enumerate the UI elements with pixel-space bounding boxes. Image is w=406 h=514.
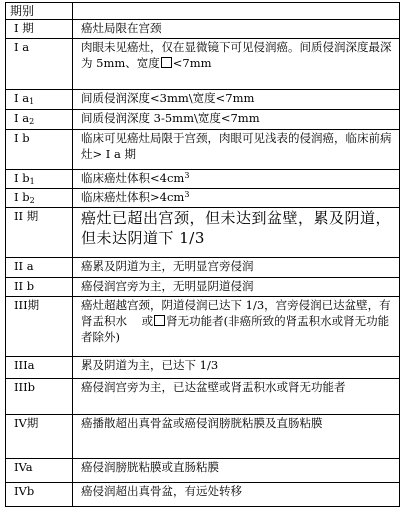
- desc-text: 临床可见癌灶局限于宫颈，肉眼可见浅表的侵润癌，临床前病灶> I a 期: [81, 131, 392, 161]
- stage-cell: [6, 459, 73, 483]
- desc-cell: [73, 379, 400, 415]
- stage-cell: [6, 258, 73, 278]
- desc-text: 间质侵润深度<3mm\宽度<7mm: [81, 91, 255, 105]
- table-row: [6, 170, 400, 189]
- desc-text: 临床癌灶体积>4cm: [81, 190, 185, 204]
- stage-label: I b: [14, 131, 30, 145]
- table-row: [6, 415, 400, 459]
- stage-label: IVb: [14, 484, 35, 498]
- cervical-cancer-staging-table: [5, 2, 400, 507]
- stage-cell: [6, 208, 73, 258]
- desc-text-mid: 或: [141, 314, 154, 328]
- stage-cell: [6, 278, 73, 297]
- table-row: [6, 110, 400, 130]
- stage-cell: [6, 357, 73, 379]
- desc-cell: [73, 39, 400, 90]
- stage-label: I b: [14, 171, 30, 185]
- stage-label: IIIa: [14, 358, 35, 372]
- desc-text-after: <7mm: [172, 56, 212, 70]
- stage-cell: [6, 483, 73, 507]
- desc-cell: [73, 130, 400, 170]
- blank-box-glyph: [161, 57, 172, 68]
- stage-label: I a: [14, 40, 30, 54]
- stage-cell: [6, 20, 73, 39]
- desc-cell: [73, 297, 400, 357]
- desc-superscript: 3: [184, 171, 190, 180]
- desc-cell: [73, 90, 400, 110]
- table-row: [6, 130, 400, 170]
- stage-cell: [6, 189, 73, 208]
- desc-cell: [73, 415, 400, 459]
- stage-subscript: 1: [29, 97, 35, 106]
- stage-label: II a: [14, 259, 34, 273]
- stage-label: IIIb: [14, 380, 35, 394]
- desc-cell: [73, 258, 400, 278]
- stage-label: I a: [14, 111, 30, 125]
- stage-label: IV期: [14, 416, 39, 430]
- desc-cell: [73, 483, 400, 507]
- table-row: [6, 297, 400, 357]
- stage-subscript: 2: [29, 117, 35, 126]
- table-row: [6, 189, 400, 208]
- table-row: [6, 90, 400, 110]
- table-row: [6, 278, 400, 297]
- stage-cell: [6, 110, 73, 130]
- table-header-row: [6, 3, 400, 20]
- stage-label: I b: [14, 190, 30, 204]
- desc-text: 癌侵润宫旁为主，无明显阴道侵润: [81, 279, 254, 293]
- stage-subscript: 2: [29, 196, 35, 205]
- desc-cell: [73, 170, 400, 189]
- stage-cell: [6, 130, 73, 170]
- table-row: [6, 20, 400, 39]
- table-row: [6, 357, 400, 379]
- stage-cell: [6, 90, 73, 110]
- stage-label: I 期: [14, 21, 34, 35]
- table-row: [6, 258, 400, 278]
- table-row: [6, 208, 400, 258]
- desc-text: 癌侵润超出真骨盆，有远处转移: [81, 484, 242, 498]
- stage-label: II 期: [14, 209, 39, 223]
- stage-label: II b: [14, 279, 35, 293]
- table-row: [6, 483, 400, 507]
- desc-text: 间质侵润深度 3-5mm\宽度<7mm: [81, 111, 260, 125]
- desc-text: 癌灶已超出宫颈，但未达到盆壁，累及阴道，但未达阴道下 1/3: [81, 209, 392, 247]
- desc-text: 癌播散超出真骨盆或癌侵润膀胱粘膜及直肠粘膜: [81, 416, 323, 430]
- blank-box-glyph: [154, 315, 165, 326]
- desc-cell: [73, 278, 400, 297]
- desc-cell: [73, 208, 400, 258]
- stage-cell: [6, 379, 73, 415]
- stage-subscript: 1: [29, 177, 35, 186]
- staging-document: [5, 2, 399, 507]
- stage-label: III期: [14, 298, 40, 312]
- table-row: [6, 379, 400, 415]
- desc-text: 癌侵润宫旁为主，已达盆壁或肾盂积水或肾无功能者: [81, 380, 346, 394]
- desc-text: 累及阴道为主，已达下 1/3: [81, 358, 219, 372]
- header-desc-cell: [73, 3, 400, 20]
- desc-superscript: 3: [184, 190, 190, 199]
- header-stage-cell: 期别: [6, 3, 73, 20]
- desc-cell: [73, 189, 400, 208]
- desc-text: 癌累及阴道为主，无明显宫旁侵润: [81, 259, 254, 273]
- stage-cell: [6, 170, 73, 189]
- table-row: [6, 39, 400, 90]
- desc-cell: [73, 20, 400, 39]
- table-row: [6, 459, 400, 483]
- desc-cell: [73, 110, 400, 130]
- desc-cell: [73, 357, 400, 379]
- desc-text-after: 肾无功能者(非癌所致的肾盂积水或肾无功能者除外): [81, 314, 390, 344]
- stage-label: I a: [14, 91, 30, 105]
- stage-cell: [6, 297, 73, 357]
- desc-text: 癌灶超越宫颈，阴道侵润已达下 1/3，宫旁侵润已达盆壁，有肾盂积水: [81, 298, 391, 328]
- desc-text: 癌侵润膀胱粘膜或直肠粘膜: [81, 460, 219, 474]
- desc-cell: [73, 459, 400, 483]
- stage-cell: [6, 415, 73, 459]
- desc-text: 癌灶局限在宫颈: [81, 21, 162, 35]
- stage-cell: [6, 39, 73, 90]
- desc-text: 肉眼未见癌灶，仅在显微镜下可见侵润癌。间质侵润深度最深为 5mm、宽度: [81, 40, 392, 70]
- stage-label: IVa: [14, 460, 33, 474]
- desc-text: 临床癌灶体积<4cm: [81, 171, 185, 185]
